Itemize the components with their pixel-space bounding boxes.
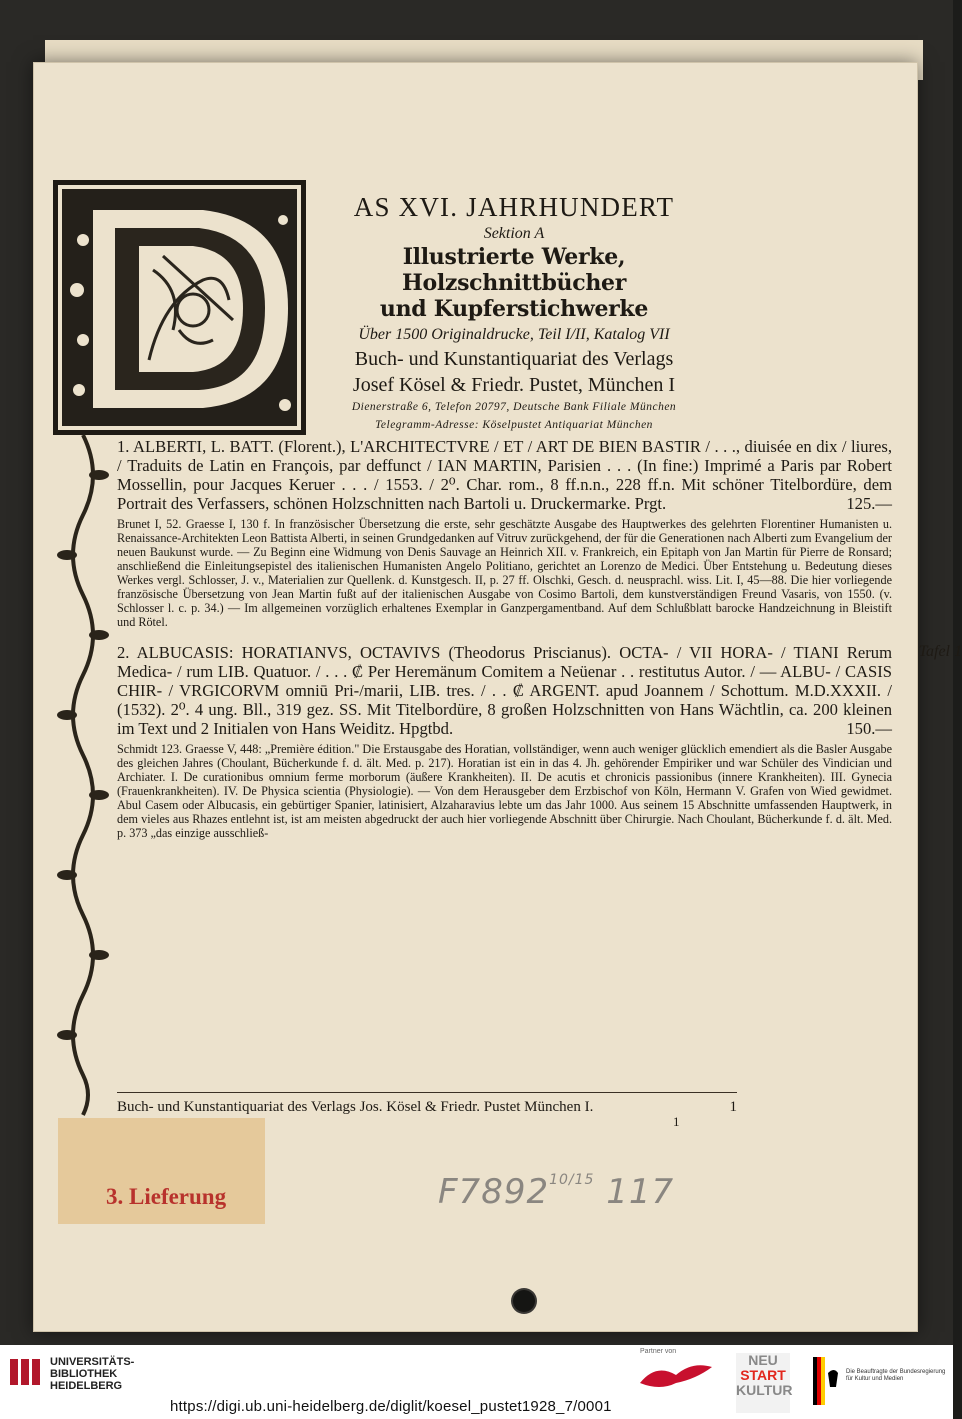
header-publisher-1: Buch- und Kunstantiquariat des Verlags [354,348,674,370]
catalog-header [53,180,713,435]
page-footer [117,1092,737,1116]
entry-price: 125.— [846,494,892,513]
footer-text: Buch- und Kunstantiquariat des Verlags Jos. Kösel & Friedr. Pustet München I. [117,1099,594,1115]
catalog-entry [117,643,962,840]
federal-government-logo[interactable]: Die Beauftragte der Bundesregierung für Kultur und Medien [810,1351,950,1413]
partner-label: Partner von [640,1348,677,1355]
pencil-shelfmark: $F7892^{10/15}$ 117 [438,1172,675,1212]
page-number: 1 [673,1114,680,1129]
university-library-logo-icon[interactable] [8,1355,42,1389]
entry-heading: 1. ALBERTI, L. BATT. (Florent.), L'ARCHITECTVRE / ET / ART DE BIEN BASTIR / . . ., diuisée en dix / liures, / Traduits de Latin en François, par deffunct / IAN MARTIN, Parisien . . . (In fine:) Imprimé a Paris par Robert Mossellin, pour Jacques Keruer . . . / 1553. / 2⁰. Char. rom., 8 ff.n.n., 228 ff.n. Mit schöner Titelbordüre, dem Portrait des Verfassers, schönen Holzschnitten nach Bartoli u. Druckermarke. Prgt. 125.— [117,437,892,513]
vine-border-ornament [53,435,113,1115]
entry-note: Schmidt 123. Graesse V, 448: „Première édition." Die Erstausgabe des Horatian, vollständiger, wenn auch weniger glücklich emendiert als die Basler Ausgabe des gleichen Jahres (Choulant, Bücherkunde f. d. ält. Med. p. 217). Horatian ist ein in das 4. Jh. gehörender Empiriker und war Schüler des Vindician und Archiater. I. De curationibus omnium ferme morborum (äußere Krankheiten). II. De acutis et chronicis passionibus (innere Krankheiten). III. Gynecia (Frauenkrankheiten). IV. De Physica scientia (Physiologie). — Von dem Herausgeber dem Erzbischof von Köln, Hermann V. Grafen von Wied gewidmet. Abul Casem oder Albucasis, ein gebürtiger Spanier, latinisiert, Alzaharavius lebte um das Jahr 1000. Aus seinem 15 Abschnitte umfassenden Hauptwerk, in dem vieles aus Rhazes entlehnt ist, ist am meisten abgedruckt der auch hier vorliegende Abschnitt über Chirurgie. Nach Choulant, Bücherkunde f. d. ält. Med. p. 373 „das einzige ausschließ- [117,742,892,840]
university-library-name[interactable]: UNIVERSITÄTS- BIBLIOTHEK HEIDELBERG [50,1356,135,1392]
catalog-page [33,62,962,1332]
viewer-bottom-bar [0,1345,953,1419]
header-gothic-line-2: und Kupferstichwerke [379,296,649,322]
catalog-entry [117,437,892,629]
footer-number: 1 [729,1099,737,1115]
decorated-initial-d [53,180,306,435]
plate-reference: Tafel 1 [918,643,962,660]
delivery-label [58,1118,265,1224]
dds-partner-logo-icon[interactable] [636,1357,716,1397]
federal-eagle-icon [810,1351,840,1411]
header-text [311,190,717,434]
header-subtitle: Über 1500 Originaldrucke, Teil I/II, Katalog VII [358,326,670,343]
header-sektion: Sektion A [483,225,545,242]
neustart-kultur-logo[interactable]: NEU START KULTUR [736,1353,790,1413]
header-gothic-line-1: Illustrierte Werke, Holzschnittbücher [401,244,627,296]
header-telegram: Telegramm-Adresse: Köselpustet Antiquariat München [375,419,653,431]
header-title: AS XVI. JAHRHUNDERT [353,192,675,222]
entry-price: 150.— [846,719,892,738]
header-publisher-2: Josef Kösel & Friedr. Pustet, München I [352,374,676,396]
catalog-entries [117,437,962,840]
binding-hole [513,1290,535,1312]
page-url[interactable]: https://digi.ub.uni-heidelberg.de/diglit/koesel_pustet1928_7/0001 [170,1398,612,1415]
entry-heading: 2. ALBUCASIS: HORATIANVS, OCTAVIVS (Theodorus Priscianus). OCTA- / VII HORA- / TIANI Rerum Medica- / rum LIB. Quatuor. / . . . ₡ Per Heremänum Comitem a Neüenar . . restitutus Autor. / — ALBU- / CASIS CHIR- / VRGICORVM omniū Pri-/marii, LIB. tres. / . . ₡ ARGENT. apud Joannem / Schottum. M.D.XXXII. / (1532). 2⁰. 4 ung. Bll., 319 gez. SS. Mit Titelbordüre, 8 großen Holzschnitten von Hans Wächtlin, ca. 200 kleinen im Text und 2 Initialen von Hans Weiditz. Hpgtbd. 150.— [117,643,892,738]
entry-note: Brunet I, 52. Graesse I, 130 f. In französischer Übersetzung die erste, sehr geschätzte Ausgabe des Hauptwerkes des gelehrten Florentiner Humanisten u. Renaissance-Architekten Leon Battista Alberti, in seinen Grundgedanken auf Vitruv zurückgehend, der für die Generationen nach Alberti zum Evangelium der neuen Baukunst wurde. — Zu Beginn eine Widmung von Denis Sauvage an Heinrich XII. v. Frankreich, ein Epitaph von Jan Martin für Pierre de Ronsard; anschließend die Einleitungsepistel des italienischen Humanisten Angelo Politiano, gerichtet an Lorenzo de Medici. Über Entstehung u. Bedeutung dieses Werkes vergl. Schlosser, J. v., Materialien zur Quellenk. d. Kunstgesch. II, p. 27 ff. Olschki, Gesch. d. neusprachl. wiss. Lit. I, 45—88. Die hier vorliegende französische Übersetzung von Jean Martin fußt auf der italienischen Ausgabe von Cosimo Bartoli, dem kunstverständigen Freund Vasaris, von 1550. (v. Schlosser l. c. p. 34.) — Im allgemeinen vorzüglich erhaltenes Exemplar in Ganzpergamentband. Auf dem Schlußblatt barocke Handzeichnung in Bleistift und Rötel. [117,517,892,629]
header-address: Dienerstraße 6, Telefon 20797, Deutsche Bank Filiale München [351,401,677,413]
delivery-label-text: 3. Lieferung [106,1184,227,1209]
